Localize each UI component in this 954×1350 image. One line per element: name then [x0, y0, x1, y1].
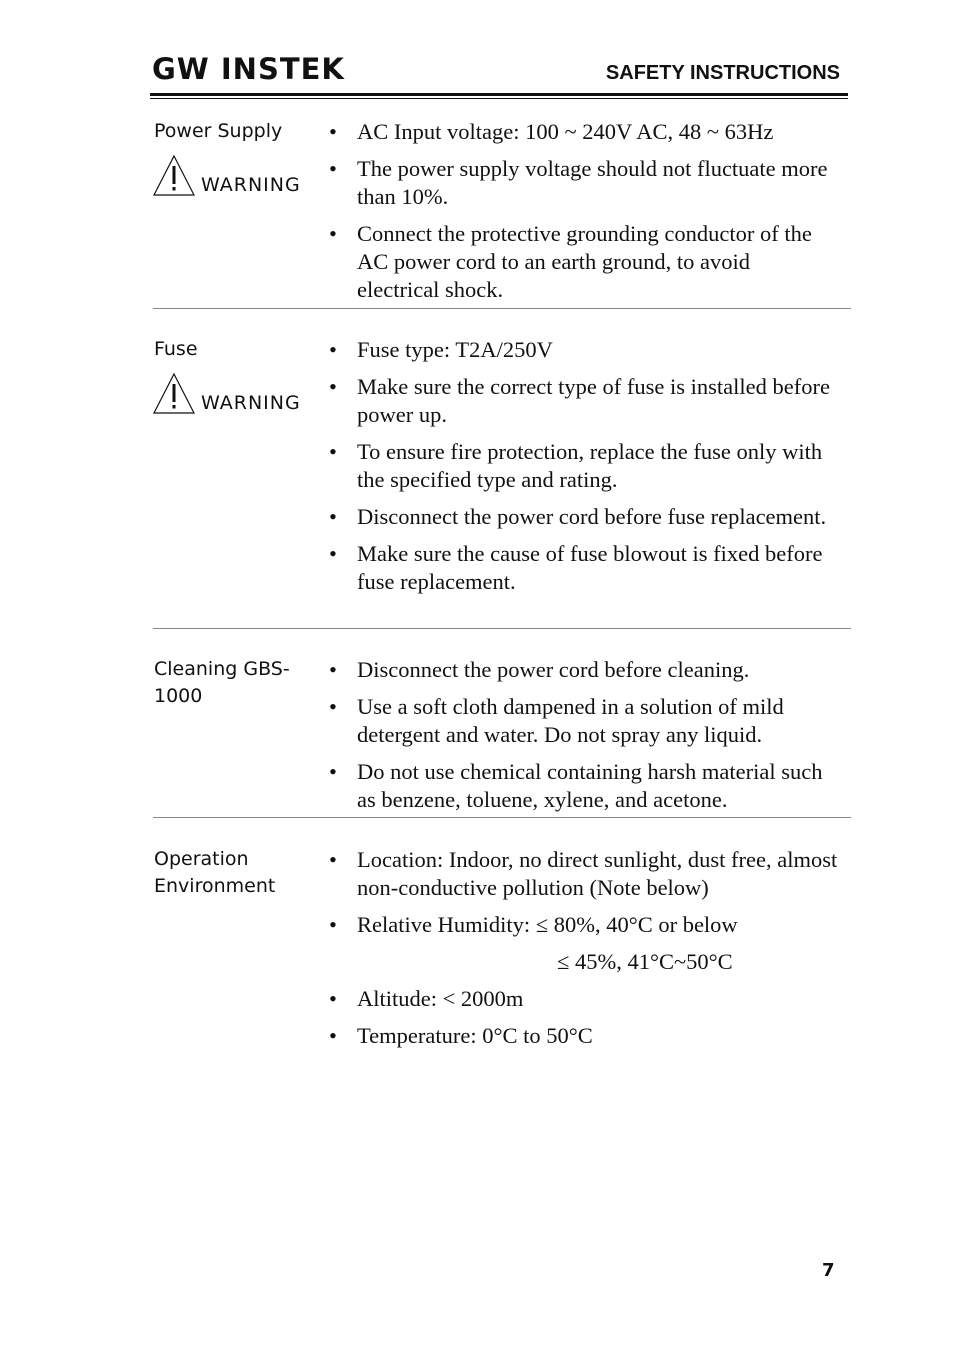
list-item: • Altitude: < 2000m [333, 985, 838, 1013]
header-section-title: SAFETY INSTRUCTIONS [605, 62, 840, 84]
section-cleaning [153, 656, 851, 818]
page-number: 7 [822, 1260, 835, 1281]
list-item: • To ensure fire protection, replace the fuse only with the specified type and rating. [333, 438, 838, 494]
section-label: Cleaning GBS-1000 [154, 658, 290, 707]
list-item: • The power supply voltage should not fluctuate more than 10%. [333, 155, 838, 211]
list-item: • Make sure the cause of fuse blowout is fixed before fuse replacement. [333, 540, 838, 596]
list-item: • Use a soft cloth dampened in a solution of mild detergent and water. Do not spray any liquid. [333, 693, 838, 749]
section-label: Power Supply [154, 120, 283, 142]
warning-label: WARNING [201, 392, 301, 414]
list-item: • AC Input voltage: 100 ~ 240V AC, 48 ~ 63Hz [333, 118, 838, 146]
list-item: • Fuse type: T2A/250V [333, 336, 838, 364]
list-item: • Relative Humidity: ≤ 80%, 40°C or below [333, 911, 838, 939]
header-rule-thin [150, 98, 848, 99]
list-item: • Disconnect the power cord before fuse replacement. [333, 503, 838, 531]
list-item: • Make sure the correct type of fuse is installed before power up. [333, 373, 838, 429]
warning-indicator [153, 372, 301, 414]
warning-triangle-icon [153, 154, 195, 196]
bullet-list [333, 656, 838, 823]
header-rule [150, 93, 848, 96]
warning-label: WARNING [201, 174, 301, 196]
warning-triangle-icon [153, 372, 195, 414]
list-item: • Do not use chemical containing harsh material such as benzene, toluene, xylene, and acetone. [333, 758, 838, 814]
section-label: Fuse [154, 338, 198, 360]
page-header [152, 52, 848, 98]
list-item: • Disconnect the power cord before cleaning. [333, 656, 838, 684]
section-fuse [153, 336, 851, 629]
list-item: • Connect the protective grounding conductor of the AC power cord to an earth ground, to avoid electrical shock. [333, 220, 838, 304]
warning-indicator [153, 154, 301, 196]
list-item: • Temperature: 0°C to 50°C [333, 1022, 838, 1050]
section-power-supply [153, 118, 851, 309]
section-operation-environment [153, 846, 851, 1066]
list-item: • Location: Indoor, no direct sunlight, dust free, almost non-conductive pollution (Note below) [333, 846, 838, 902]
humidity-continuation: ≤ 45%, 41°C~50°C [557, 949, 733, 974]
gw-instek-logo: GW INSTEK [152, 52, 345, 86]
bullet-list [333, 336, 838, 605]
bullet-list [333, 118, 838, 313]
section-label: Operation Environment [154, 848, 276, 897]
